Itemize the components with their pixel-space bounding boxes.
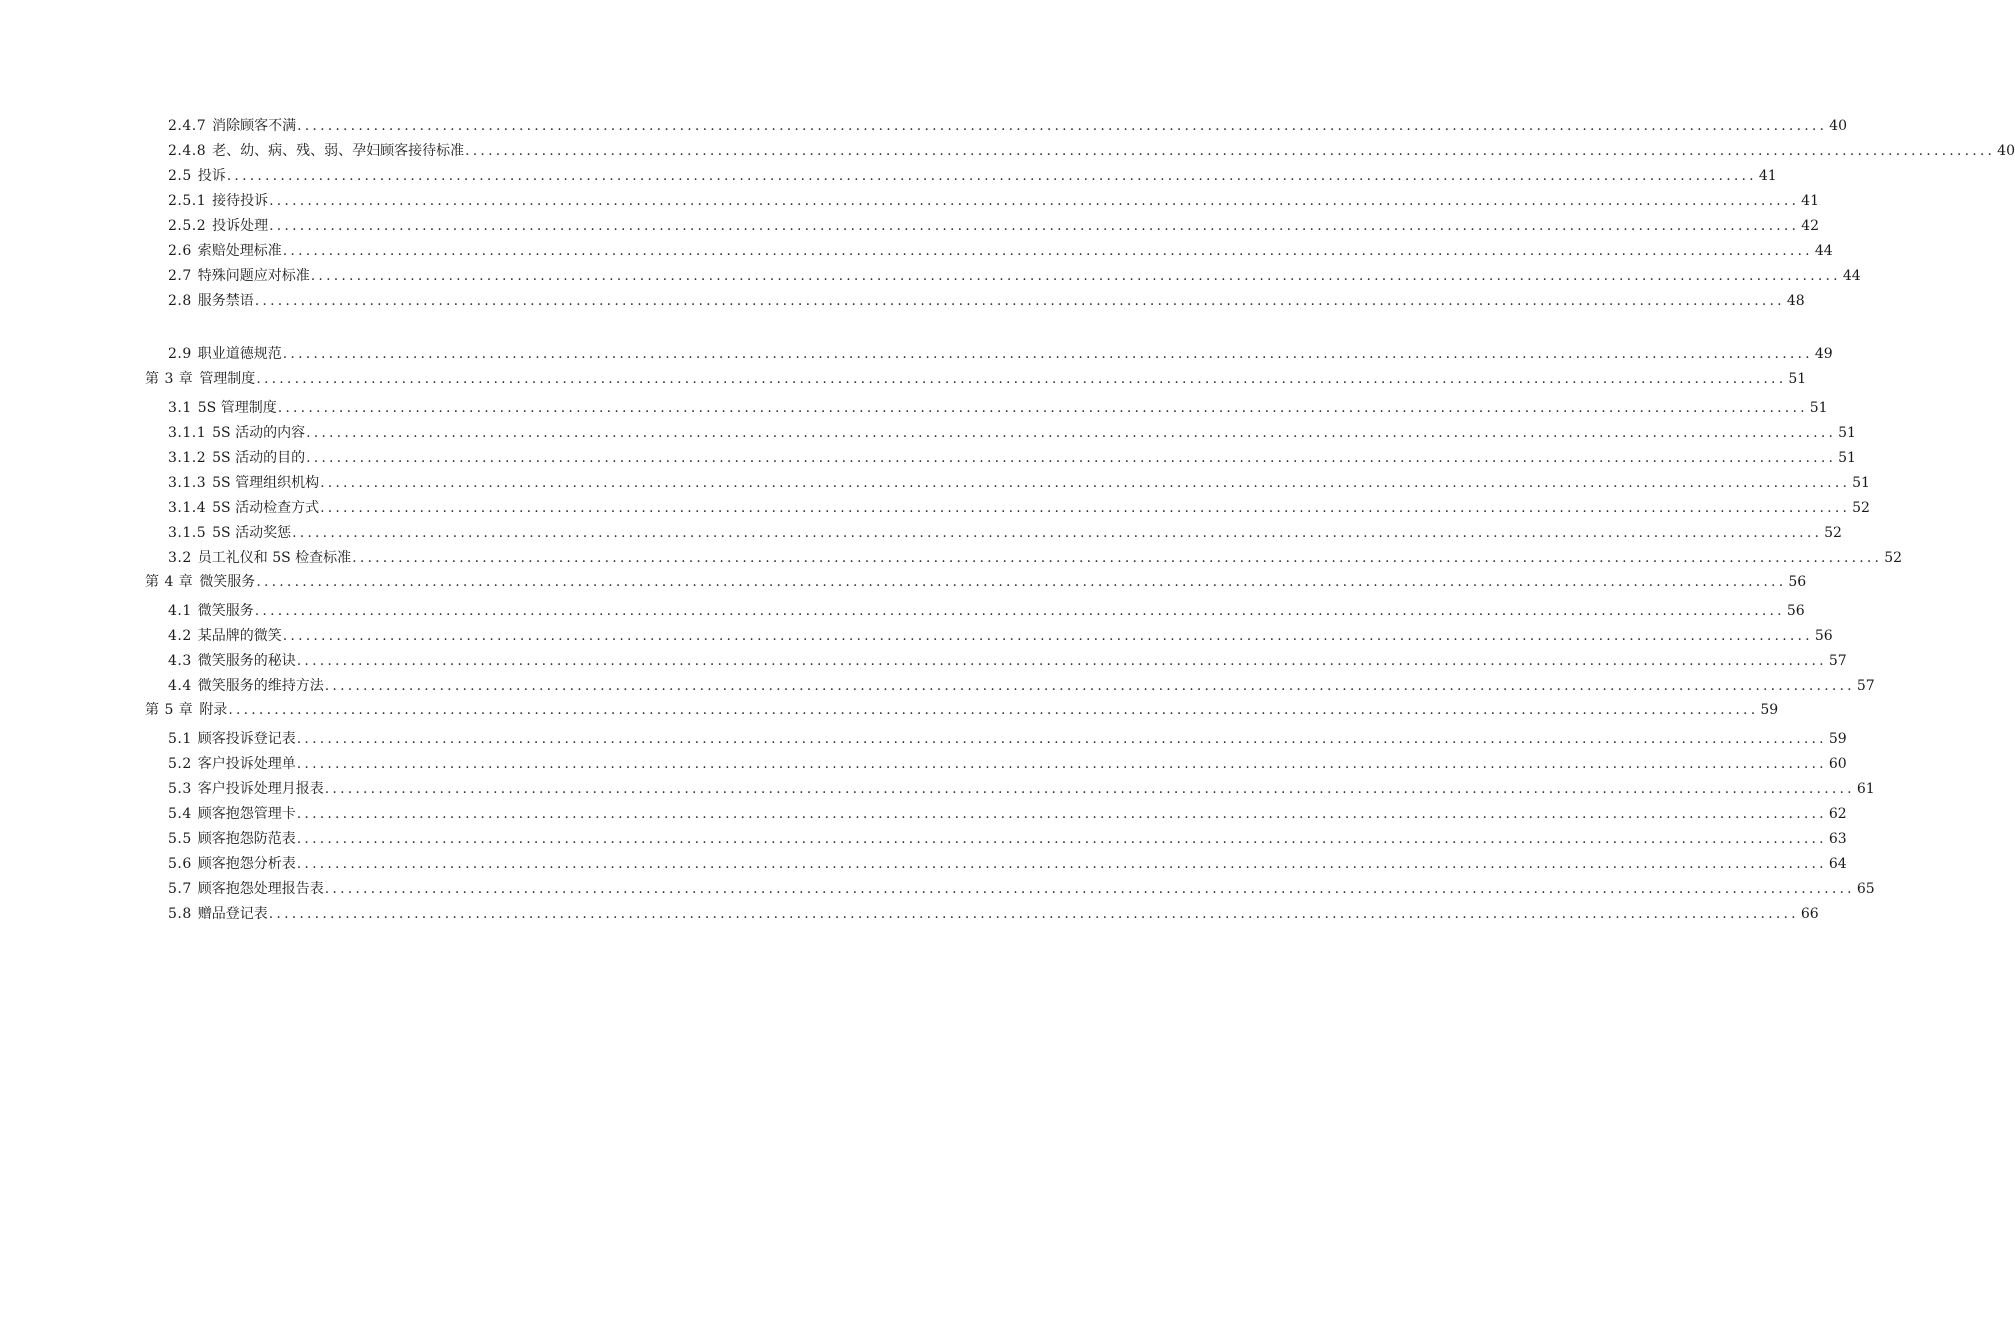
toc-title: 接待投诉: [212, 193, 269, 209]
toc-number: 4.1: [168, 603, 192, 619]
toc-title: 5S 管理组织机构: [212, 475, 320, 491]
toc-entry-5-2[interactable]: [168, 753, 1847, 775]
toc-page: 56: [1788, 574, 1807, 590]
toc-number: 4.4: [168, 678, 192, 694]
toc-title: 5S 活动检查方式: [212, 500, 320, 516]
toc-entry-2-7[interactable]: [168, 265, 1861, 287]
toc-title: 投诉: [197, 168, 226, 184]
toc-page: 59: [1760, 702, 1779, 718]
toc-title: 顾客抱怨分析表: [197, 856, 296, 872]
toc-page: 51: [1838, 450, 1856, 466]
toc-leader: ........................................................................................................................................................................................................: [324, 881, 1855, 897]
toc-entry-5-8[interactable]: [168, 903, 1819, 925]
toc-title: 员工礼仪和 5S 检查标准: [197, 550, 352, 566]
toc-number: 3.1.2: [168, 450, 207, 466]
toc-number: 2.4.7: [168, 118, 207, 134]
toc-leader: ........................................................................................................................................................................................................: [277, 400, 1808, 416]
toc-title: 消除顾客不满: [212, 118, 297, 134]
toc-entry-2-8[interactable]: [168, 290, 1805, 312]
toc-entry-5-5[interactable]: [168, 828, 1847, 850]
toc-title: 微笑服务的维持方法: [197, 678, 324, 694]
toc-entry-5-7[interactable]: [168, 878, 1875, 900]
toc-title: 客户投诉处理月报表: [197, 781, 324, 797]
toc-leader: ........................................................................................................................................................................................................: [282, 628, 1813, 644]
toc-title: 微笑服务: [199, 574, 256, 590]
toc-title: 5S 活动的目的: [212, 450, 306, 466]
toc-entry-5-4[interactable]: [168, 803, 1847, 825]
toc-title: 赠品登记表: [197, 906, 268, 922]
toc-leader: ........................................................................................................................................................................................................: [296, 831, 1827, 847]
toc-page: 65: [1856, 881, 1875, 897]
toc-entry-4-2[interactable]: [168, 625, 1833, 647]
toc-title: 特殊问题应对标准: [197, 268, 310, 284]
toc-page: 48: [1786, 293, 1805, 309]
toc-title: 微笑服务: [197, 603, 254, 619]
toc-page: 41: [1758, 168, 1777, 184]
toc-page: 60: [1828, 756, 1847, 772]
toc-page: 44: [1842, 268, 1861, 284]
toc-number: 3.1: [168, 400, 192, 416]
toc-page: 56: [1814, 628, 1833, 644]
toc-entry-chapter-4[interactable]: [145, 571, 1807, 593]
toc-leader: ........................................................................................................................................................................................................: [228, 702, 1759, 718]
toc-leader: ........................................................................................................................................................................................................: [306, 450, 1837, 466]
toc-title: 5S 管理制度: [197, 400, 277, 416]
toc-number: 2.5.2: [168, 218, 207, 234]
toc-entry-4-3[interactable]: [168, 650, 1847, 672]
toc-page: 52: [1824, 525, 1842, 541]
toc-title: 5S 活动的内容: [212, 425, 306, 441]
toc-number: 第 5 章: [145, 702, 194, 718]
toc-number: 5.4: [168, 806, 192, 822]
toc-number: 5.8: [168, 906, 192, 922]
toc-leader: ........................................................................................................................................................................................................: [352, 550, 1883, 566]
toc-number: 2.6: [168, 243, 192, 259]
toc-entry-3-1-4[interactable]: [168, 497, 1870, 519]
toc-leader: ........................................................................................................................................................................................................: [256, 574, 1787, 590]
toc-number: 5.6: [168, 856, 192, 872]
toc-leader: ........................................................................................................................................................................................................: [292, 525, 1823, 541]
toc-entry-2-5-1[interactable]: [168, 190, 1819, 212]
toc-title: 5S 活动奖惩: [212, 525, 292, 541]
toc-title: 职业道德规范: [197, 346, 282, 362]
toc-page: 51: [1809, 400, 1828, 416]
toc-title: 客户投诉处理单: [197, 756, 296, 772]
toc-page: 51: [1788, 371, 1807, 387]
toc-entry-3-1-5[interactable]: [168, 522, 1842, 544]
toc-leader: ........................................................................................................................................................................................................: [256, 371, 1787, 387]
toc-title: 附录: [199, 702, 228, 718]
toc-number: 2.8: [168, 293, 192, 309]
toc-page: 62: [1828, 806, 1847, 822]
toc-leader: ........................................................................................................................................................................................................: [254, 603, 1785, 619]
toc-leader: ........................................................................................................................................................................................................: [296, 653, 1827, 669]
toc-entry-5-6[interactable]: [168, 853, 1847, 875]
toc-title: 顾客投诉登记表: [197, 731, 296, 747]
toc-page: 52: [1884, 550, 1903, 566]
toc-page: 66: [1800, 906, 1819, 922]
toc-leader: ........................................................................................................................................................................................................: [254, 293, 1785, 309]
toc-title: 顾客抱怨管理卡: [197, 806, 296, 822]
toc-entry-3-2[interactable]: [168, 547, 1903, 569]
toc-leader: ........................................................................................................................................................................................................: [296, 731, 1827, 747]
toc-title: 顾客抱怨处理报告表: [197, 881, 324, 897]
toc-number: 第 3 章: [145, 371, 194, 387]
toc-number: 5.7: [168, 881, 192, 897]
toc-number: 2.7: [168, 268, 192, 284]
toc-leader: ........................................................................................................................................................................................................: [306, 425, 1837, 441]
toc-page: 42: [1801, 218, 1819, 234]
toc-leader: ........................................................................................................................................................................................................: [268, 906, 1799, 922]
toc-entry-2-6[interactable]: [168, 240, 1833, 262]
toc-number: 3.1.5: [168, 525, 207, 541]
toc-title: 顾客抱怨防范表: [197, 831, 296, 847]
toc-number: 2.4.8: [168, 143, 207, 159]
toc-leader: ........................................................................................................................................................................................................: [310, 268, 1841, 284]
toc-leader: ........................................................................................................................................................................................................: [269, 218, 1800, 234]
toc-entry-2-5-2[interactable]: [168, 215, 1819, 237]
toc-page: 40: [1997, 143, 2015, 159]
toc-number: 2.5: [168, 168, 192, 184]
toc-title: 某品牌的微笑: [197, 628, 282, 644]
toc-entry-5-3[interactable]: [168, 778, 1875, 800]
toc-leader: ........................................................................................................................................................................................................: [324, 781, 1855, 797]
toc-number: 3.1.1: [168, 425, 207, 441]
toc-leader: ........................................................................................................................................................................................................: [320, 500, 1851, 516]
toc-entry-3-1-2[interactable]: [168, 447, 1856, 469]
toc-number: 2.9: [168, 346, 192, 362]
toc-page: 51: [1838, 425, 1856, 441]
toc-number: 第 4 章: [145, 574, 194, 590]
toc-entry-2-4-8[interactable]: [168, 140, 2015, 162]
toc-entry-5-1[interactable]: [168, 728, 1847, 750]
toc-page: 57: [1828, 653, 1847, 669]
toc-page: 64: [1828, 856, 1847, 872]
toc-page: 44: [1814, 243, 1833, 259]
toc-title: 老、幼、病、残、弱、孕妇顾客接待标准: [212, 143, 465, 159]
toc-leader: ........................................................................................................................................................................................................: [297, 118, 1828, 134]
toc-number: 4.3: [168, 653, 192, 669]
toc-page: 63: [1828, 831, 1847, 847]
toc-leader: ........................................................................................................................................................................................................: [296, 756, 1827, 772]
toc-title: 微笑服务的秘诀: [197, 653, 296, 669]
toc-number: 5.1: [168, 731, 192, 747]
toc-leader: ........................................................................................................................................................................................................: [296, 806, 1827, 822]
toc-page: 52: [1852, 500, 1870, 516]
toc-entry-2-9[interactable]: [168, 343, 1833, 365]
toc-number: 2.5.1: [168, 193, 207, 209]
toc-number: 3.1.3: [168, 475, 207, 491]
toc-entry-2-5[interactable]: [168, 165, 1777, 187]
toc-entry-4-1[interactable]: [168, 600, 1805, 622]
toc-page: 41: [1801, 193, 1819, 209]
toc-title: 索赔处理标准: [197, 243, 282, 259]
toc-leader: ........................................................................................................................................................................................................: [226, 168, 1757, 184]
toc-number: 5.2: [168, 756, 192, 772]
toc-page: 51: [1852, 475, 1870, 491]
toc-leader: ........................................................................................................................................................................................................: [269, 193, 1800, 209]
toc-leader: ........................................................................................................................................................................................................: [282, 346, 1813, 362]
toc-page: 40: [1829, 118, 1847, 134]
toc-number: 3.1.4: [168, 500, 207, 516]
toc-leader: ........................................................................................................................................................................................................: [324, 678, 1855, 694]
toc-page: 61: [1856, 781, 1875, 797]
toc-entry-2-4-7[interactable]: [168, 115, 1847, 137]
toc-entry-chapter-5[interactable]: [145, 699, 1779, 721]
toc-leader: ........................................................................................................................................................................................................: [465, 143, 1996, 159]
toc-title: 投诉处理: [212, 218, 269, 234]
toc-entry-3-1[interactable]: [168, 397, 1828, 419]
toc-entry-3-1-3[interactable]: [168, 472, 1870, 494]
toc-entry-3-1-1[interactable]: [168, 422, 1856, 444]
toc-leader: ........................................................................................................................................................................................................: [320, 475, 1851, 491]
toc-page: 49: [1814, 346, 1833, 362]
toc-title: 管理制度: [199, 371, 256, 387]
toc-page: 56: [1786, 603, 1805, 619]
toc-leader: ........................................................................................................................................................................................................: [296, 856, 1827, 872]
toc-page: 59: [1828, 731, 1847, 747]
toc-entry-4-4[interactable]: [168, 675, 1875, 697]
toc-number: 3.2: [168, 550, 192, 566]
toc-page: 57: [1856, 678, 1875, 694]
toc-number: 5.3: [168, 781, 192, 797]
toc-entry-chapter-3[interactable]: [145, 368, 1807, 390]
toc-number: 5.5: [168, 831, 192, 847]
toc-title: 服务禁语: [197, 293, 254, 309]
toc-leader: ........................................................................................................................................................................................................: [282, 243, 1813, 259]
toc-number: 4.2: [168, 628, 192, 644]
